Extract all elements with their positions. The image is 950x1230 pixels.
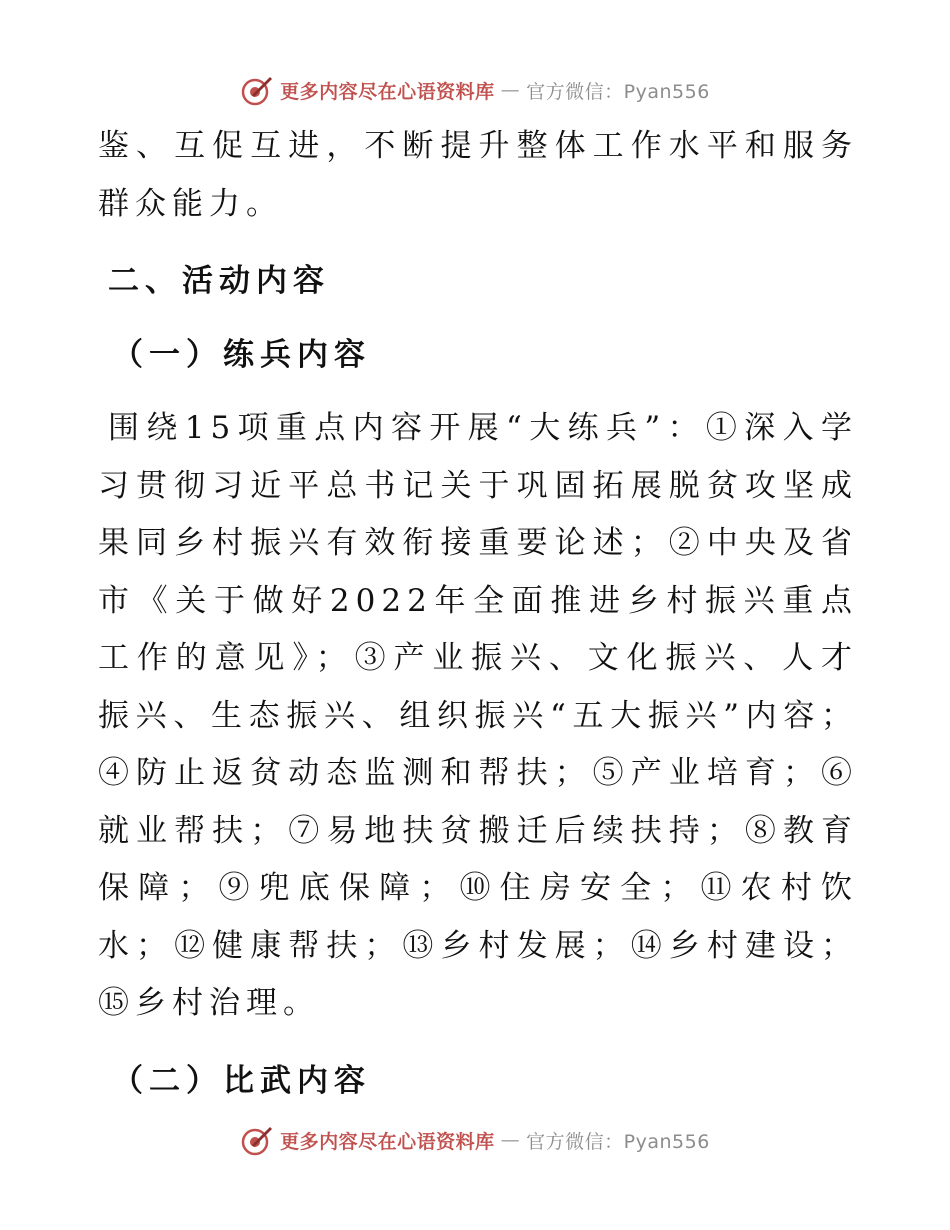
watermark-official-wechat: 官方微信：Pyan556	[526, 80, 710, 103]
document-body	[98, 118, 858, 1110]
header-watermark	[0, 70, 950, 110]
quill-logo-icon	[240, 1123, 274, 1157]
watermark-separator: —	[500, 1129, 521, 1151]
footer-watermark	[0, 1120, 950, 1160]
watermark-brand: 更多内容尽在心语资料库	[280, 80, 495, 103]
training-content-paragraph: 围绕15项重点内容开展“大练兵”：①深入学习贯彻习近平总书记关于巩固拓展脱贫攻坚成果同乡村振兴有效衔接重要论述；②中央及省市《关于做好2022年全面推进乡村振兴重点工作的意见》；③产业振兴、文化振兴、人才振兴、生态振兴、组织振兴“五大振兴”内容；④防止返贫动态监测和帮扶；⑤产业培育；⑥就业帮扶；⑦易地扶贫搬迁后续扶持；⑧教育保障；⑨兜底保障；⑩住房安全；⑪农村饮水；⑫健康帮扶；⑬乡村发展；⑭乡村建设；⑮乡村治理。	[98, 410, 858, 1021]
section-heading-activity-content: 二、活动内容	[108, 263, 330, 299]
watermark-official-wechat: 官方微信：Pyan556	[526, 1130, 710, 1153]
watermark-separator: —	[500, 79, 521, 101]
subheading-training-content: （一）练兵内容	[112, 336, 371, 373]
continued-paragraph: 鉴、互促互进，不断提升整体工作水平和服务群众能力。	[98, 128, 858, 222]
quill-logo-icon	[240, 73, 274, 107]
subheading-competition-content: （二）比武内容	[112, 1062, 371, 1099]
watermark-brand: 更多内容尽在心语资料库	[280, 1130, 495, 1153]
